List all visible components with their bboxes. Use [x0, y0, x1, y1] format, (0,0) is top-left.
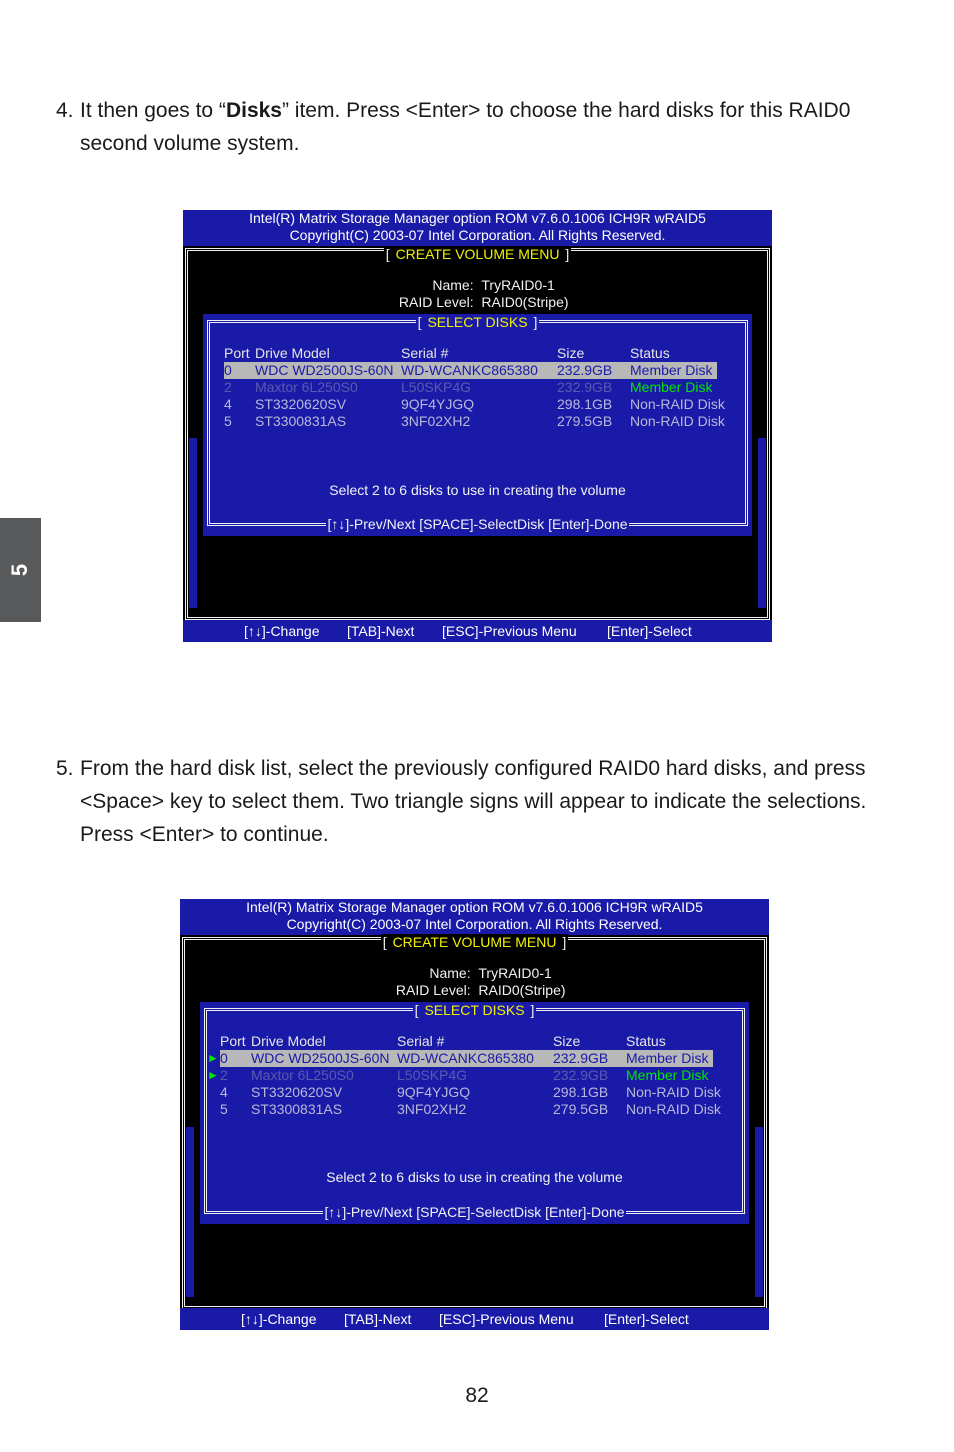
disk-model: ST3300831AS [255, 413, 347, 429]
bios-footer [183, 620, 772, 642]
table-row[interactable] [224, 396, 725, 413]
disk-size: 298.1GB [557, 396, 613, 412]
col-model: Drive Model [251, 1033, 326, 1049]
chapter-tab-number: 5 [7, 563, 33, 577]
table-row[interactable] [224, 362, 717, 379]
disk-size: 298.1GB [553, 1084, 609, 1100]
col-port: Port [224, 345, 250, 361]
bios-header-line1: Intel(R) Matrix Storage Manager option ROM v7.6.0.1006 ICH9R wRAID5 [249, 210, 706, 226]
bios-header-line2: Copyright(C) 2003-07 Intel Corporation. All Rights Reserved. [289, 227, 666, 243]
footer-change: [↑↓]-Change [244, 623, 320, 639]
step-5-number: 5. [56, 757, 74, 780]
name-field [183, 277, 772, 293]
raid-level-label: RAID Level: [398, 294, 474, 310]
disk-port: 4 [220, 1084, 228, 1100]
disk-size: 232.9GB [553, 1067, 609, 1083]
bios-header [183, 210, 772, 246]
table-row[interactable] [220, 1067, 713, 1084]
disk-model: WDC WD2500JS-60N [251, 1050, 390, 1066]
table-row[interactable] [224, 413, 725, 430]
disk-status: Non-RAID Disk [630, 396, 725, 412]
bios-screen-1 [183, 210, 772, 642]
disk-port: 4 [224, 396, 232, 412]
create-volume-menu-title: [ CREATE VOLUME MENU ] [382, 934, 567, 950]
disk-port: 5 [220, 1101, 228, 1117]
name-field [180, 965, 769, 981]
bios-screen-2 [180, 899, 769, 1330]
page-number: 82 [465, 1384, 489, 1407]
disk-serial: 9QF4YJGQ [397, 1084, 471, 1100]
select-disks-dialog [203, 314, 752, 536]
disk-status: Member Disk [630, 379, 713, 395]
name-label: Name: [429, 965, 471, 981]
step-4-text [56, 94, 916, 160]
select-help [203, 516, 752, 532]
footer-select: [Enter]-Select [607, 623, 692, 639]
footer-prev: [ESC]-Previous Menu [439, 1311, 574, 1327]
step-5-line1: From the hard disk list, select the previously configured RAID0 hard disks, and press [80, 757, 866, 780]
disk-status: Non-RAID Disk [626, 1084, 721, 1100]
disk-serial: 9QF4YJGQ [401, 396, 475, 412]
disk-serial: WD-WCANKC865380 [401, 362, 538, 378]
disk-serial: WD-WCANKC865380 [397, 1050, 534, 1066]
step-4-line2: second volume system. [80, 132, 300, 155]
disk-status: Member Disk [626, 1067, 709, 1083]
step-4-number: 4. [56, 99, 74, 122]
select-disks-title: [ SELECT DISKS ] [414, 1002, 535, 1018]
chapter-tab [0, 518, 41, 622]
step-5-line3: Press <Enter> to continue. [80, 823, 329, 846]
disk-port: 0 [220, 1050, 228, 1066]
raid-level-value: RAID0(Stripe) [481, 294, 569, 310]
select-help [200, 1204, 749, 1220]
frame-side-right [755, 1127, 763, 1297]
step-5-line2: <Space> key to select them. Two triangle signs will appear to indicate the selections. [80, 790, 867, 813]
disk-port: 5 [224, 413, 232, 429]
table-row[interactable] [220, 1084, 721, 1101]
select-message: Select 2 to 6 disks to use in creating the volume [326, 1169, 623, 1185]
select-disks-title-text: SELECT DISKS [424, 1002, 525, 1018]
selected-triangle-icon: ► [207, 1068, 219, 1082]
disk-port: 2 [224, 379, 232, 395]
col-port: Port [220, 1033, 246, 1049]
raid-level-label: RAID Level: [395, 982, 471, 998]
frame-side-left [186, 1127, 194, 1297]
disk-status: Member Disk [630, 362, 713, 378]
select-help-text: [↑↓]-Prev/Next [SPACE]-SelectDisk [Enter]-Done [324, 1204, 625, 1220]
select-disks-title-text: SELECT DISKS [427, 314, 528, 330]
select-disks-title: [ SELECT DISKS ] [417, 314, 538, 330]
bios-footer [180, 1308, 769, 1330]
disk-serial: L50SKP4G [397, 1067, 468, 1083]
disk-model: ST3320620SV [251, 1084, 343, 1100]
disk-status: Non-RAID Disk [630, 413, 725, 429]
footer-prev: [ESC]-Previous Menu [442, 623, 577, 639]
name-label: Name: [432, 277, 474, 293]
disk-size: 279.5GB [553, 1101, 609, 1117]
footer-select: [Enter]-Select [604, 1311, 689, 1327]
col-size: Size [557, 345, 585, 361]
select-disks-dialog [200, 1002, 749, 1224]
menu-title-text: CREATE VOLUME MENU [395, 246, 560, 262]
col-serial: Serial # [397, 1033, 445, 1049]
bios-header-line1: Intel(R) Matrix Storage Manager option ROM v7.6.0.1006 ICH9R wRAID5 [246, 899, 703, 915]
create-volume-menu-title: [ CREATE VOLUME MENU ] [385, 246, 570, 262]
disk-port: 0 [224, 362, 232, 378]
disk-status: Non-RAID Disk [626, 1101, 721, 1117]
disk-model: ST3300831AS [251, 1101, 343, 1117]
raid-level-value: RAID0(Stripe) [478, 982, 566, 998]
selected-triangle-icon: ► [207, 1051, 219, 1065]
disk-model: Maxtor 6L250S0 [255, 379, 358, 395]
col-model: Drive Model [255, 345, 330, 361]
step-4-text-after: ” item. Press <Enter> to choose the hard disks for this RAID0 [281, 99, 851, 122]
frame-side-left [189, 438, 197, 608]
footer-change: [↑↓]-Change [241, 1311, 317, 1327]
footer-next: [TAB]-Next [344, 1311, 412, 1327]
disk-model: ST3320620SV [255, 396, 347, 412]
disk-table-header [200, 1033, 749, 1050]
disk-serial: 3NF02XH2 [401, 413, 471, 429]
table-row[interactable] [224, 379, 717, 396]
select-help-text: [↑↓]-Prev/Next [SPACE]-SelectDisk [Enter]-Done [327, 516, 628, 532]
bios-header-line2: Copyright(C) 2003-07 Intel Corporation. All Rights Reserved. [286, 916, 663, 932]
disk-status: Member Disk [626, 1050, 709, 1066]
col-size: Size [553, 1033, 581, 1049]
footer-next: [TAB]-Next [347, 623, 415, 639]
name-value: TryRAID0-1 [478, 965, 552, 981]
name-value: TryRAID0-1 [481, 277, 555, 293]
col-serial: Serial # [401, 345, 449, 361]
table-row[interactable] [220, 1101, 721, 1118]
disk-serial: 3NF02XH2 [397, 1101, 467, 1117]
disk-model: WDC WD2500JS-60N [255, 362, 394, 378]
step-4-bold: Disks [225, 99, 282, 122]
disk-size: 279.5GB [557, 413, 613, 429]
raid-level-field [183, 294, 772, 310]
disk-size: 232.9GB [553, 1050, 609, 1066]
disk-size: 232.9GB [557, 362, 613, 378]
disk-size: 232.9GB [557, 379, 613, 395]
col-status: Status [630, 345, 670, 361]
disk-table-header [203, 345, 752, 362]
disk-port: 2 [220, 1067, 228, 1083]
frame-side-right [758, 438, 766, 608]
menu-title-text: CREATE VOLUME MENU [392, 934, 557, 950]
step-5-text [56, 752, 916, 851]
col-status: Status [626, 1033, 666, 1049]
select-message: Select 2 to 6 disks to use in creating the volume [329, 482, 626, 498]
disk-model: Maxtor 6L250S0 [251, 1067, 354, 1083]
disk-serial: L50SKP4G [401, 379, 472, 395]
raid-level-field [180, 982, 769, 998]
table-row[interactable] [220, 1050, 713, 1067]
bios-header [180, 899, 769, 935]
step-4-text-before: It then goes to “ [80, 99, 226, 122]
